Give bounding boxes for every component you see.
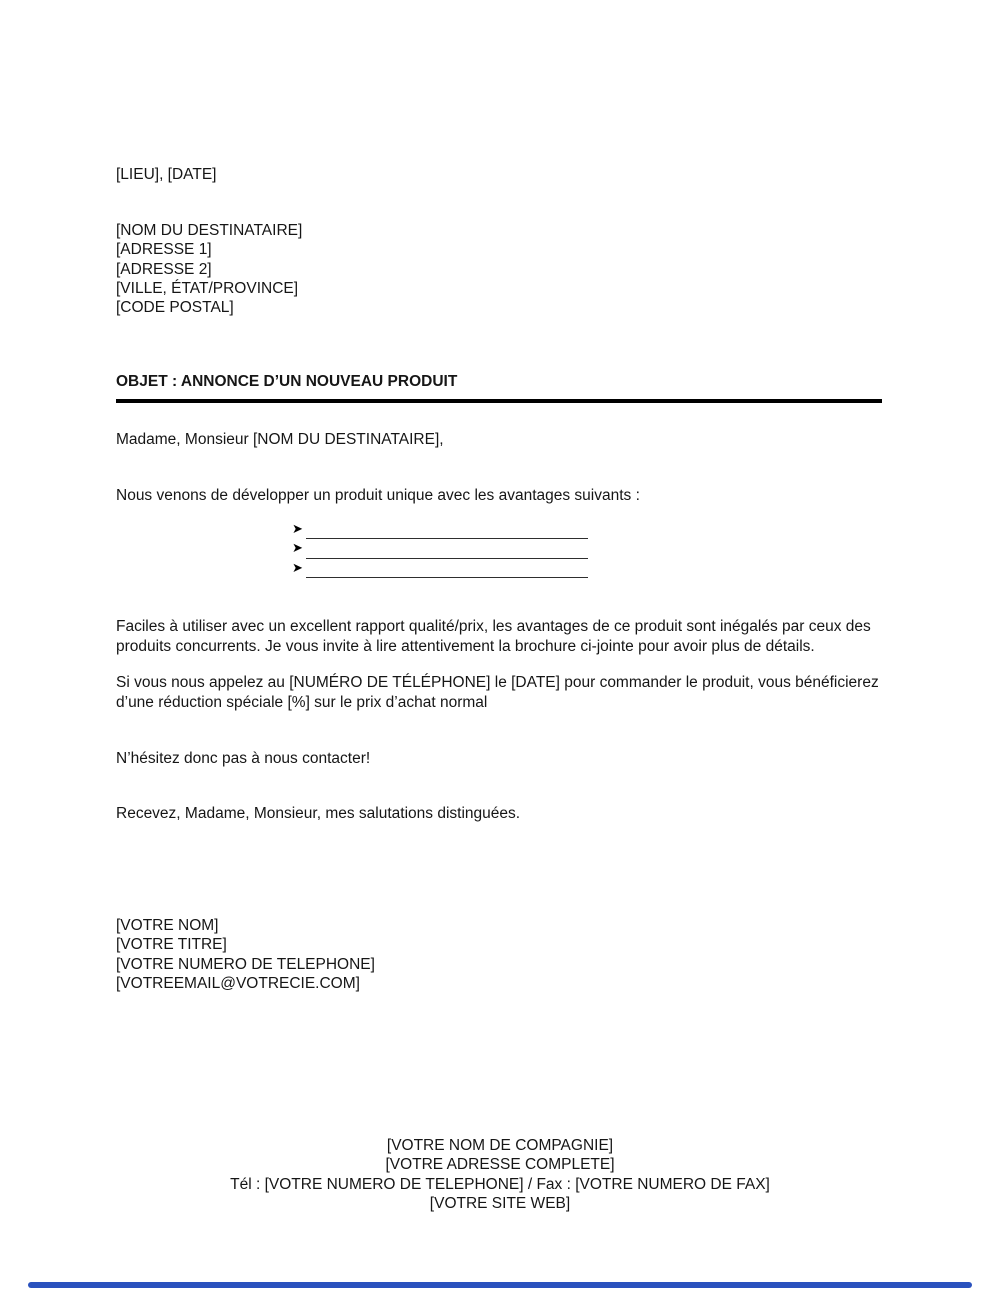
recipient-name: [NOM DU DESTINATAIRE] (116, 222, 303, 239)
company-name: [VOTRE NOM DE COMPAGNIE] (386, 1137, 614, 1154)
advantage-blank-line (292, 559, 588, 578)
salutation-line: Madame, Monsieur [NOM DU DESTINATAIRE], (116, 431, 444, 448)
advantage-blank-line (292, 520, 588, 539)
arrow-bullet-icon: ➤ (292, 540, 303, 556)
blank-fill-line (306, 562, 588, 578)
recipient-address-block (116, 221, 302, 317)
place-date-line: [LIEU], [DATE] (116, 166, 217, 183)
closing-salutation-line: Recevez, Madame, Monsieur, mes salutations distinguées. (116, 805, 521, 822)
benefits-paragraph: Faciles à utiliser avec un excellent rapport qualité/prix, les avantages de ce produit sont inégalés par ceux des produits concurrents. Je vous invite à lire attentivement la brochure ci-jointe pour avoir plus de détails. (116, 618, 871, 655)
blank-fill-line (306, 543, 588, 559)
recipient-postal-code: [CODE POSTAL] (116, 299, 234, 317)
recipient-address-2: [ADRESSE 2] (116, 260, 212, 278)
recipient-city-state: [VILLE, ÉTAT/PROVINCE] (116, 279, 299, 297)
arrow-bullet-icon: ➤ (292, 559, 303, 575)
sender-email: [VOTREEMAIL@VOTRECIE.COM] (116, 974, 360, 992)
contact-cta-line: N’hésitez donc pas à nous contacter! (116, 750, 371, 767)
offer-paragraph: Si vous nous appelez au [NUMÉRO DE TÉLÉPHONE] le [DATE] pour commander le produit, vous bénéficierez d’une réduction spéciale [%] sur le prix d’achat normal (116, 674, 879, 711)
advantage-blank-line (292, 539, 588, 558)
company-phone-fax: Tél : [VOTRE NUMERO DE TELEPHONE] / Fax : [VOTRE NUMERO DE FAX] (230, 1175, 770, 1193)
signature-block (116, 916, 375, 993)
company-address: [VOTRE ADRESSE COMPLETE] (385, 1156, 615, 1174)
advantages-list (292, 520, 588, 578)
subject-underline-rule (116, 399, 882, 403)
footer-accent-bar (28, 1282, 972, 1288)
intro-paragraph: Nous venons de développer un produit unique avec les avantages suivants : (116, 487, 640, 504)
blank-fill-line (306, 523, 588, 539)
sender-name: [VOTRE NOM] (116, 917, 219, 934)
subject-line: OBJET : ANNONCE D’UN NOUVEAU PRODUIT (116, 373, 458, 390)
arrow-bullet-icon: ➤ (292, 521, 303, 536)
recipient-address-1: [ADRESSE 1] (116, 241, 212, 259)
sender-title: [VOTRE TITRE] (116, 936, 227, 954)
sender-phone: [VOTRE NUMERO DE TELEPHONE] (116, 955, 375, 973)
company-footer-block (0, 1136, 1000, 1213)
company-website: [VOTRE SITE WEB] (429, 1194, 571, 1212)
